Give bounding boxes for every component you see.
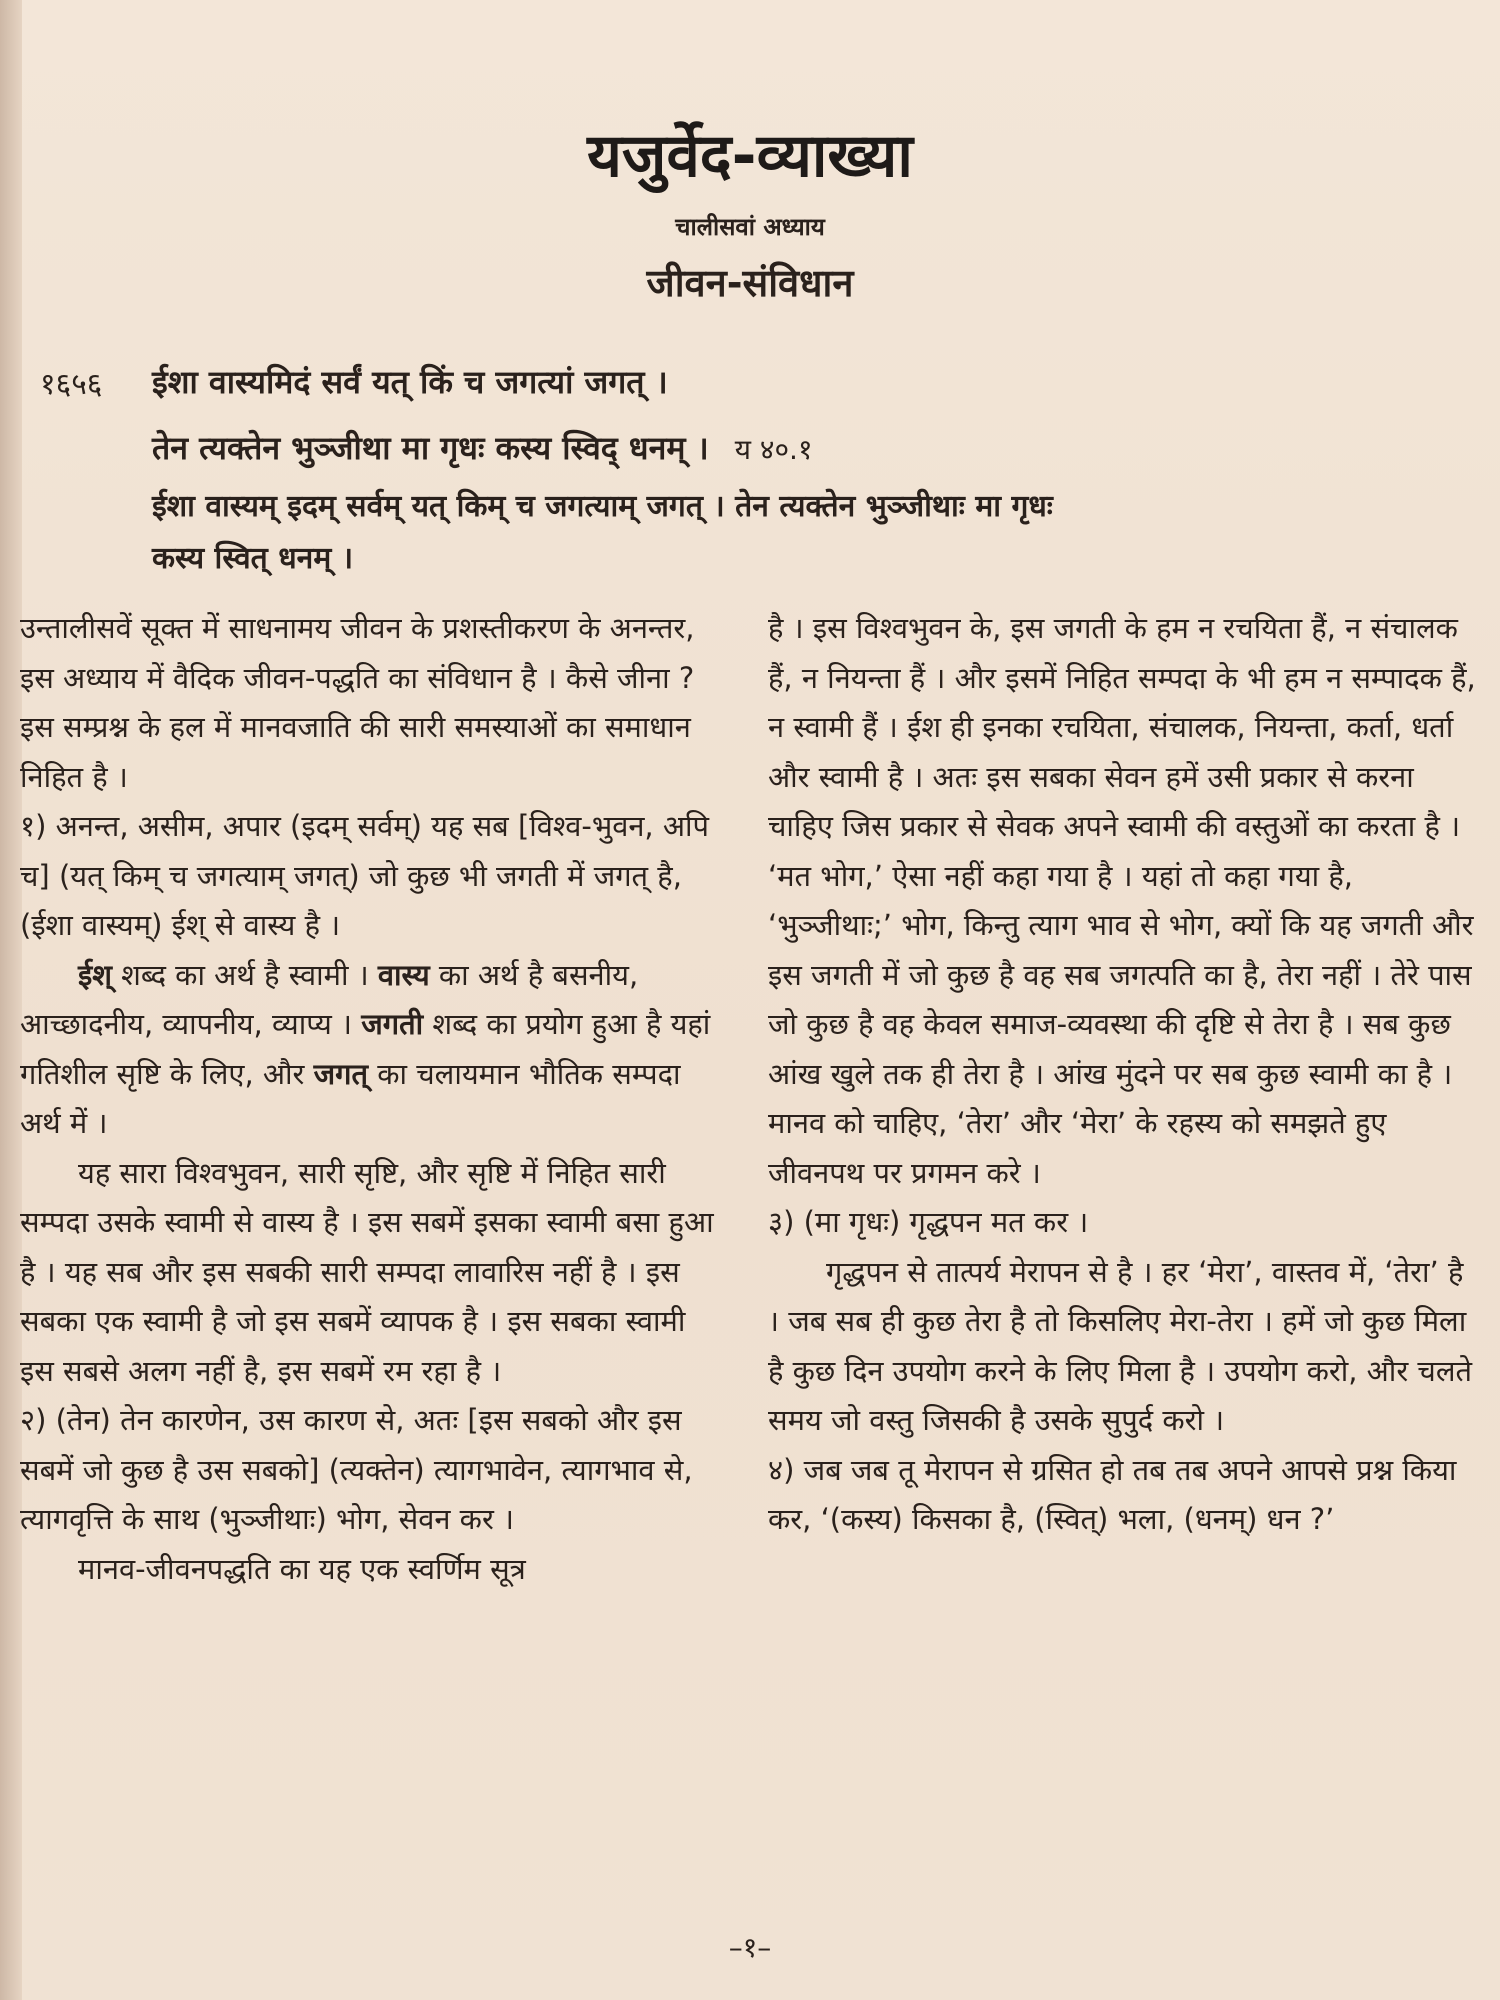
term-vasya-meaning: का अर्थ है बसनीय, आच्छादनीय, व्यापनीय, व्याप्य । [20,957,639,1041]
paragraph-golden-rule: मानव-जीवनपद्धति का यह एक स्वर्णिम सूत्र [78,1551,526,1586]
page-binding-edge [0,0,22,2000]
mantra-line-1: ईशा वास्यमिदं सर्वं यत् किं च जगत्यां जगत् । [152,363,668,401]
word-meaning-paragraph [20,951,720,1149]
term-jagati: जगती [361,1007,424,1041]
mantra-line-2-text: तेन त्यक्तेन भुञ्जीथा मा गृधः कस्य स्विद् धनम् । [152,429,709,467]
mantra-reference: य ४०.१ [734,433,813,466]
mantra-number: १६५६ [40,367,103,402]
term-jagati-meaning: शब्द का प्रयोग हुआ है यहां गतिशील सृष्टि के लिए, और [20,1007,711,1091]
term-jagat: जगत् [313,1056,369,1091]
right-column [768,604,1480,1545]
mantra-line-2 [152,426,1452,469]
padapatha-line-2: कस्य स्वित् धनम् । [152,541,354,576]
term-vasya: वास्य [377,957,430,992]
paragraph-owner: यह सारा विश्वभुवन, सारी सृष्टि, और सृष्टि में निहित सारी सम्पदा उसके स्वामी से वास्य है । इस सबमें इसका स्वामी बसा हुआ है । यह सब और इस सबकी सारी सम्पदा लावारिस नहीं है । इस सबका एक स्वामी है जो इस सबमें व्यापक है । इस सबका स्वामी इस सबसे अलग नहीं है, इस सबमें रम रहा है । [20,1155,714,1388]
paragraph-continuation: है । इस विश्वभुवन के, इस जगती के हम न रचयिता हैं, न संचालक हैं, न नियन्ता हैं । और इसमें निहित सम्पदा के भी हम न सम्पादक हैं, न स्वामी हैं । ईश ही इनका रचयिता, संचालक, नियन्ता, कर्ता, धर्ता और स्वामी है । अतः इस सबका सेवन हमें उसी प्रकार से करना चाहिए जिस प्रकार से सेवक अपने स्वामी की वस्तुओं का करता है । ‘मत भोग,’ ऐसा नहीं कहा गया है । यहां तो कहा गया है, ‘भुञ्जीथाः;’ भोग, किन्तु त्याग भाव से भोग, क्यों कि यह जगती और इस जगती में जो कुछ है वह सब जगत्पति का है, तेरा नहीं । तेरे पास जो कुछ है वह केवल समाज-व्यवस्था की दृष्टि से तेरा है । सब कुछ आंख खुले तक ही तेरा है । आंख मुंदने पर सब कुछ स्वामी का है । मानव को चाहिए, ‘तेरा’ और ‘मेरा’ के रहस्य को समझते हुए जीवनपथ पर प्रगमन करे । [768,611,1476,1190]
term-ish-meaning: शब्द का अर्थ है स्वामी । [111,957,378,992]
intro-paragraph: उन्तालीसवें सूक्त में साधनामय जीवन के प्रशस्तीकरण के अनन्तर, इस अध्याय में वैदिक जीवन-पद्धति का संविधान है । कैसे जीना ? इस सम्प्रश्न के हल में मानवजाति की सारी समस्याओं का समाधान निहित है । [20,611,695,794]
section-subtitle: जीवन-संविधान [646,261,854,305]
explanation-point-1: १) अनन्त, असीम, अपार (इदम् सर्वम्) यह सब [विश्व-भुवन, अपि च] (यत् किम् च जगत्याम् जगत्) जो कुछ भी जगती में जगत् है, (ईशा वास्यम्) ईश् से वास्य है । [20,809,710,942]
explanation-point-3: ३) (मा गृधः) गृद्धपन मत कर । [768,1205,1089,1239]
page-title: यजुर्वेद-व्याख्या [587,121,913,191]
page-number: –१– [728,1931,772,1964]
explanation-point-2: २) (तेन) तेन कारणेन, उस कारण से, अतः [इस सबको और इस सबमें जो कुछ है उस सबको] (त्यक्तेन) त्यागभावेन, त्यागभाव से, त्यागवृत्ति के साथ (भुञ्जीथाः) भोग, सेवन कर । [20,1403,693,1536]
left-column [20,604,720,1594]
explanation-point-4: ४) जब जब तू मेरापन से ग्रसित हो तब तब अपने आपसे प्रश्न किया कर, ‘(कस्य) किसका है, (स्वित्) भला, (धनम्) धन ?’ [768,1452,1457,1536]
padapatha-line-1: ईशा वास्यम् इदम् सर्वम् यत् किम् च जगत्याम् जगत् । तेन त्यक्तेन भुञ्जीथाः मा गृधः [152,489,1053,524]
paragraph-greed: गृद्धपन से तात्पर्य मेरापन से है । हर ‘मेरा’, वास्तव में, ‘तेरा’ है । जब सब ही कुछ तेरा है तो किसलिए मेरा-तेरा । हमें जो कुछ मिला है कुछ दिन उपयोग करने के लिए मिला है । उपयोग करो, और चलते समय जो वस्तु जिसकी है उसके सुपुर्द करो । [768,1254,1473,1437]
chapter-heading: चालीसवां अध्याय [675,213,825,241]
term-ish: ईश् [78,957,112,992]
term-jagat-meaning: का चलायमान भौतिक सम्पदा अर्थ में । [20,1056,681,1140]
